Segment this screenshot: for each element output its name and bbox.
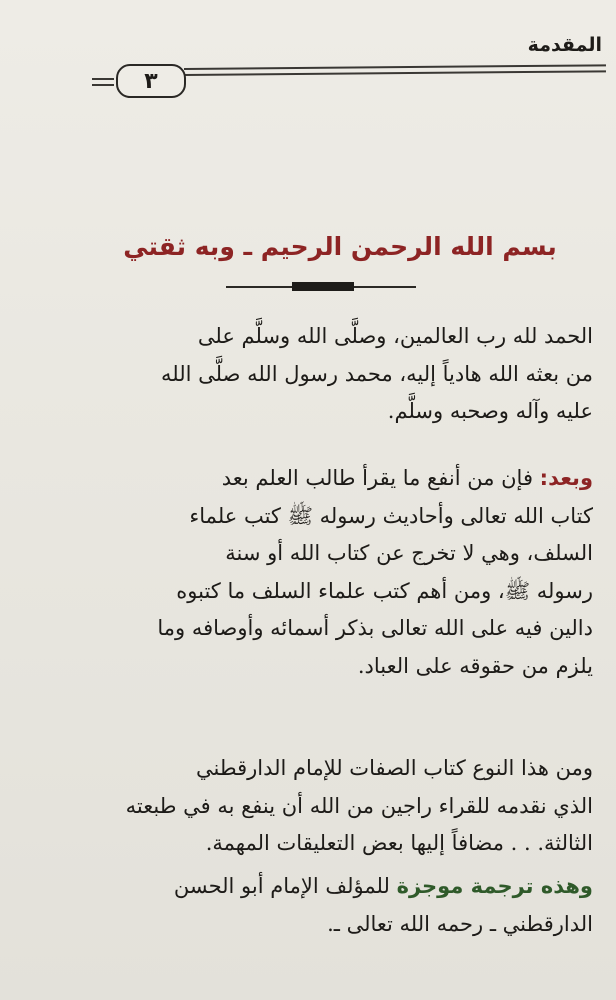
text-line: رسوله ﷺ، ومن أهم كتب علماء السلف ما كتبوه (176, 578, 593, 603)
heading-ornament-bar (292, 282, 354, 291)
page-header-title: المقدمة (527, 34, 602, 56)
paragraph-introduction (88, 460, 593, 685)
text-line: الثالثة. . . مضافاً إليها بعض التعليقات المهمة. (205, 831, 593, 855)
text-line: دالين فيه على الله تعالى بذكر أسمائه وأوصافه وما (157, 616, 593, 640)
header-rule-left (92, 78, 114, 80)
lead-word: وبعد: (539, 466, 593, 490)
text-line: ومن هذا النوع كتاب الصفات للإمام الدارقطني (196, 756, 593, 780)
text-line: من بعثه الله هادياً إليه، محمد رسول الله صلَّى الله (161, 361, 593, 386)
paragraph-book-description (88, 750, 593, 863)
text-line: الدارقطني ـ رحمه الله تعالى ـ. (327, 911, 593, 936)
text-line: الذي نقدمه للقراء راجين من الله أن ينفع به في طبعته (125, 793, 593, 818)
text-line (88, 868, 593, 906)
header-rule-right (184, 64, 606, 70)
text-line-rest: فإن من أنفع ما يقرأ طالب العلم بعد (221, 466, 533, 490)
text-line: كتاب الله تعالى وأحاديث رسوله ﷺ كتب علماء (189, 503, 593, 528)
page-number-value: ٣ (144, 68, 158, 94)
header-rule-left-2 (92, 84, 114, 86)
text-line (88, 460, 593, 498)
basmala-heading: بسم الله الرحمن الرحيم ـ وبه ثقتي (123, 232, 557, 261)
text-line: عليه وآله وصحبه وسلَّم. (387, 399, 593, 423)
lead-phrase: وهذه ترجمة موجزة (396, 874, 593, 898)
text-line: يلزم من حقوقه على العباد. (357, 653, 593, 678)
paragraph-praise (88, 318, 593, 431)
page-number (116, 64, 186, 98)
text-line: السلف، وهي لا تخرج عن كتاب الله أو سنة (225, 541, 593, 565)
text-line-rest: للمؤلف الإمام أبو الحسن (173, 874, 390, 898)
paragraph-biography-intro (88, 868, 593, 943)
text-line: الحمد لله رب العالمين، وصلَّى الله وسلَّم على (197, 324, 593, 348)
header-rule-right-2 (184, 70, 606, 76)
